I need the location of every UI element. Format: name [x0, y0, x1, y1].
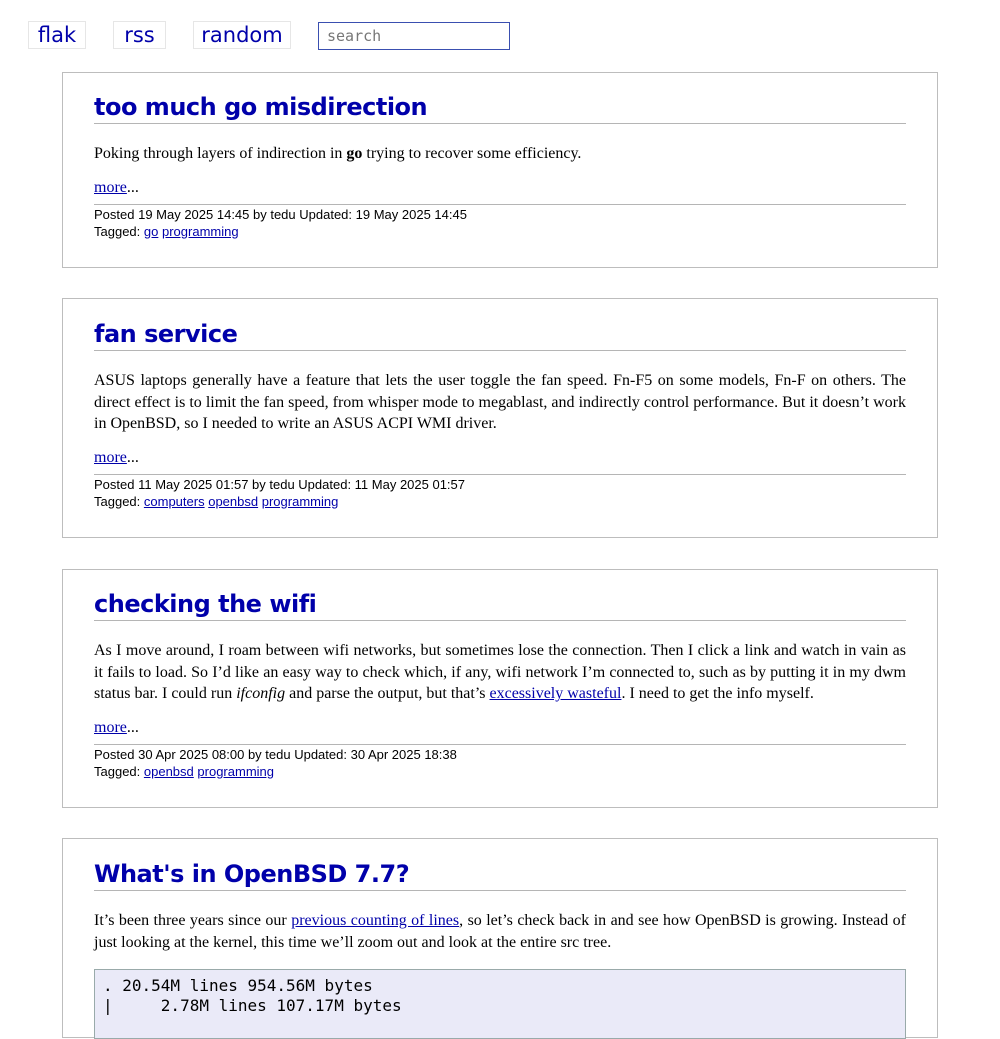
post-dates: Posted 19 May 2025 14:45 by tedu Updated: 19 May 2025 14:45	[94, 206, 467, 222]
post-dates: Posted 11 May 2025 01:57 by tedu Updated: 11 May 2025 01:57	[94, 476, 466, 492]
more-link[interactable]: more	[94, 718, 127, 736]
post-tags: Tagged: computers openbsd programming	[94, 493, 339, 509]
more-link[interactable]: more	[94, 448, 127, 466]
nav-link-random[interactable]: random	[193, 21, 291, 49]
more-line: more...	[94, 718, 139, 736]
top-nav	[0, 0, 1000, 60]
post-title	[94, 320, 906, 351]
post-card	[62, 838, 938, 1038]
post-card	[62, 298, 938, 538]
tag-link[interactable]: programming	[197, 763, 274, 779]
post-tags: Tagged: openbsd programming	[94, 763, 274, 779]
nav-link-flak[interactable]: flak	[28, 21, 86, 49]
summary-link[interactable]: excessively wasteful	[489, 685, 622, 702]
more-line: more...	[94, 448, 139, 466]
post-title	[94, 93, 906, 124]
summary-bold: go	[346, 145, 363, 162]
post-meta	[94, 204, 906, 240]
search-input[interactable]	[318, 22, 510, 50]
post-title-link[interactable]: What's in OpenBSD 7.7?	[94, 860, 410, 888]
post-card	[62, 72, 938, 268]
post-meta	[94, 474, 906, 510]
post-title	[94, 860, 906, 891]
post-title-link[interactable]: checking the wifi	[94, 590, 317, 618]
tag-link[interactable]: computers	[143, 493, 205, 509]
post-summary: ASUS laptops generally have a feature that lets the user toggle the fan speed. Fn-F5 on some models, Fn-F on others. The direct effect is to limit the fan speed, from whisper mode to megablast, and indirectly control performance. But it doesn’t work in OpenBSD, so I needed to write an ASUS ACPI WMI driver.	[94, 372, 906, 432]
post-summary: As I move around, I roam between wifi networks, but sometimes lose the connection. Then I click a link and watch in vain as it fails to load. So I’d like an easy way to check which, if any, wifi network I’m connected to, such as by putting it in my dwm status bar. I could run ifconfig and parse the output, but that’s excessively wasteful. I need to get the info myself.	[94, 642, 906, 702]
post-title	[94, 590, 906, 621]
post-summary: It’s been three years since our previous counting of lines, so let’s check back in and see how OpenBSD is growing. Instead of just looking at the kernel, this time we’ll zoom out and look at the entire src tree.	[94, 912, 907, 951]
code-block	[94, 969, 906, 1039]
summary-link[interactable]: previous counting of lines	[291, 912, 460, 929]
code-line: . 20.54M lines 954.56M bytes	[103, 976, 373, 995]
post-dates: Posted 30 Apr 2025 08:00 by tedu Updated: 30 Apr 2025 18:38	[94, 746, 457, 762]
tag-link[interactable]: openbsd	[208, 493, 259, 509]
more-line: more...	[94, 178, 139, 196]
nav-link-rss[interactable]: rss	[113, 21, 166, 49]
post-meta	[94, 744, 906, 780]
post-tags: Tagged: go programming	[94, 223, 239, 239]
post-title-link[interactable]: too much go misdirection	[94, 93, 428, 121]
post-title-link[interactable]: fan service	[94, 320, 238, 348]
tag-link[interactable]: programming	[261, 493, 339, 509]
more-link[interactable]: more	[94, 178, 127, 196]
code-line: | 2.78M lines 107.17M bytes	[103, 996, 402, 1015]
tag-link[interactable]: programming	[161, 223, 239, 239]
summary-italic: ifconfig	[236, 685, 286, 702]
tag-link[interactable]: go	[143, 223, 159, 239]
post-card	[62, 569, 938, 808]
tag-link[interactable]: openbsd	[143, 763, 194, 779]
post-summary: Poking through layers of indirection in go trying to recover some efficiency.	[94, 145, 582, 162]
